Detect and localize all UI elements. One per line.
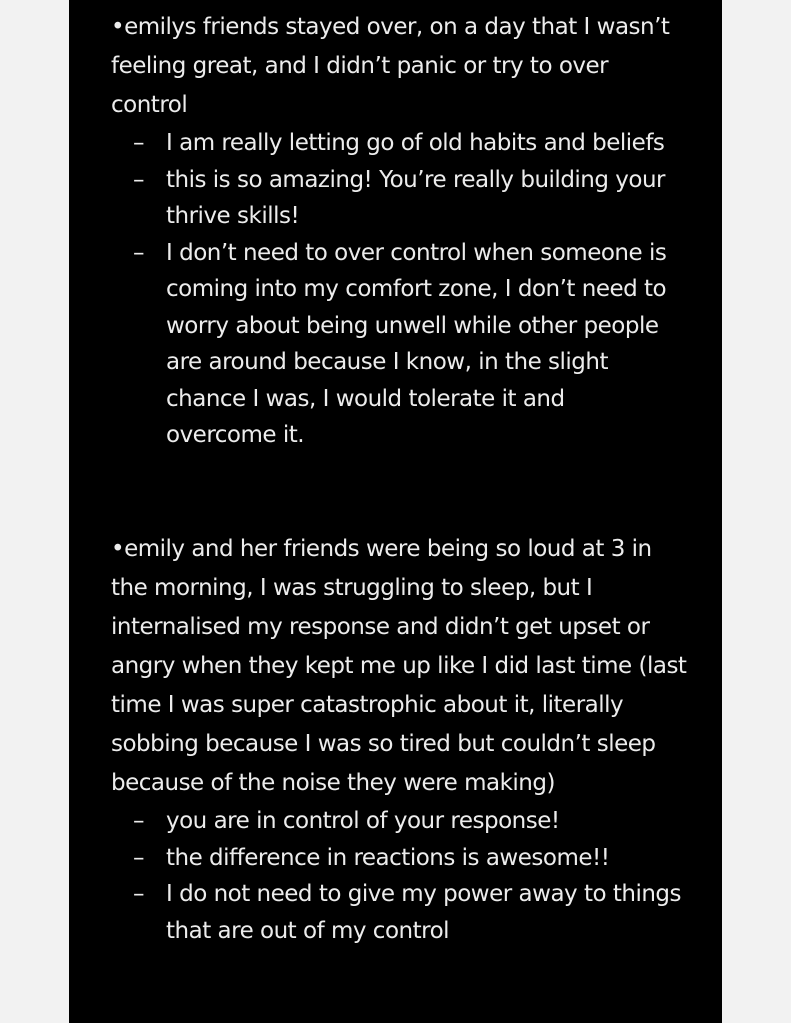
note-entry-1 (111, 8, 711, 454)
dash-bullet: – (133, 166, 144, 193)
subitem-text: you are in control of your response! (166, 808, 560, 834)
entry-2-subitems (111, 803, 711, 949)
entry-1-text: •emilys friends stayed over, on a day that I wasn’t feeling great, and I didn’t panic or try to over control (111, 14, 670, 118)
subitem-text: I do not need to give my power away to things that are out of my control (166, 881, 682, 944)
note-entry-2 (111, 530, 711, 949)
dash-bullet: – (133, 808, 144, 834)
subitem-text: the difference in reactions is awesome!! (166, 844, 610, 871)
list-item (133, 125, 711, 162)
subitem-text: I don’t need to over control when someone is coming into my comfort zone, I don’t need to worry about being unwell while other people are around because I know, in the slight chance I was, I would tolerate it and overcome it. (166, 239, 667, 448)
list-item (133, 840, 711, 877)
dash-bullet: – (133, 881, 144, 907)
list-item (133, 876, 711, 949)
note-panel (69, 0, 722, 1023)
dash-bullet: – (133, 130, 144, 156)
subitem-text: I am really letting go of old habits and beliefs (166, 130, 665, 156)
list-item (133, 803, 711, 840)
list-item (133, 162, 711, 235)
subitem-text: this is so amazing! You’re really building your thrive skills! (166, 166, 666, 229)
entry-2-text: •emily and her friends were being so loud at 3 in the morning, I was struggling to sleep, but I internalised my response and didn’t get upset or angry when they kept me up like I did last time (last time I was super catastrophic about it, literally sobbing because I was so tired but couldn’t sleep because of the noise they were making) (111, 536, 687, 796)
dash-bullet: – (133, 844, 144, 871)
list-item (133, 235, 711, 454)
dash-bullet: – (133, 239, 144, 266)
entry-1-subitems (111, 125, 711, 454)
